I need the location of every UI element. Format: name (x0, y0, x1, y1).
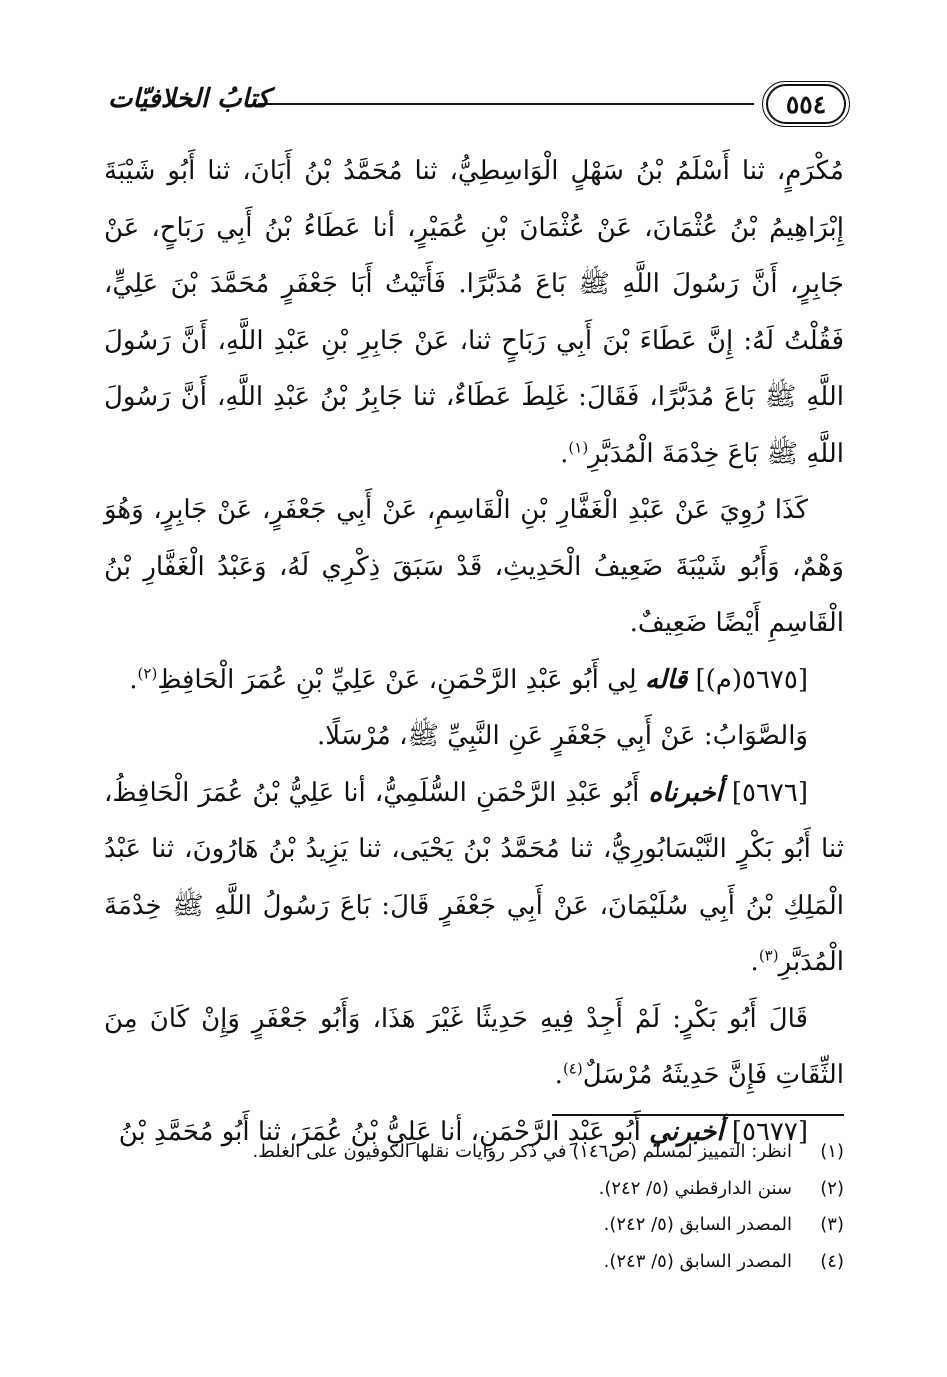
footnote-separator (552, 1114, 844, 1116)
footnote-marker: (١) (820, 1141, 844, 1162)
footnote-text: انظر: التمييز لمسلم (ص١٤٦) في ذكر روايات نقلها الكوفيون على الغلط. (252, 1141, 792, 1162)
narration-keyword: قاله (644, 664, 688, 695)
paragraph-abu-bakr (104, 991, 844, 1104)
paragraph-text: لِي أَبُو عَبْدِ الرَّحْمَنِ، عَنْ عَلِيِّ بْنِ عُمَرَ الْحَافِظِ (157, 664, 637, 695)
footnote-text: المصدر السابق (٥/ ٢٤٢). (603, 1214, 792, 1235)
hadith-number: [٥٦٧٧] (731, 1116, 808, 1147)
paragraph-text: أَبُو عَبْدِ الرَّحْمَنِ السُّلَمِيُّ، أنا عَلِيُّ بْنُ عُمَرَ الْحَافِظُ، ثنا أَبُو بَكْرٍ النَّيْسَابُورِيُّ، ثنا مُحَمَّدُ بْنُ يَحْيَى، ثنا يَزِيدُ بْنُ هَارُونَ، ثنا عَبْدُ الْمَلِكِ بْنُ أَبِي سُلَيْمَانَ، عَنْ أَبِي جَعْفَرٍ قَالَ: بَاعَ رَسُولُ اللَّهِ ﷺ خِدْمَةَ الْمُدَبَّرِ (104, 777, 844, 977)
paragraph-tail: . (750, 947, 759, 977)
footnote-item (104, 1244, 844, 1281)
paragraph-tail: . (560, 438, 569, 469)
footnotes (104, 1134, 844, 1280)
footnote-marker: (٢) (820, 1177, 844, 1199)
footnote-ref: (٤) (562, 1059, 583, 1078)
footnote-ref: (٣) (758, 946, 779, 965)
hadith-number: [٥٦٧٦] (731, 777, 808, 808)
paragraph-hadith-5676 (104, 765, 844, 991)
main-text (104, 143, 844, 1160)
paragraph-correction (104, 708, 844, 765)
hadith-number: [٥٦٧٥(م)] (695, 664, 808, 695)
footnote-item (104, 1171, 844, 1208)
paragraph-text: قَالَ أَبُو بَكْرٍ: لَمْ أَجِدْ فِيهِ حَدِيثًا غَيْرَ هَذَا، وَأَبُو جَعْفَرٍ وَإِنْ كَانَ مِنَ الثِّقَاتِ فَإِنَّ حَدِيثَهُ مُرْسَلٌ (104, 1003, 844, 1090)
book-title: كتابُ الخلافيّات (108, 84, 270, 114)
paragraph-continuation (104, 143, 844, 482)
narration-keyword: أخبرناه (648, 777, 723, 808)
paragraph-commentary (104, 482, 844, 652)
footnote-marker: (٣) (820, 1214, 844, 1235)
paragraph-tail: . (554, 1060, 563, 1090)
paragraph-tail: . (129, 664, 138, 695)
paragraph-hadith-5675m (104, 652, 844, 709)
page-header (108, 78, 846, 128)
paragraph-text: مُكْرَمٍ، ثنا أَسْلَمُ بْنُ سَهْلٍ الْوَاسِطِيُّ، ثنا مُحَمَّدُ بْنُ أَبَانَ، ثنا أَبُو شَيْبَةَ إِبْرَاهِيمُ بْنُ عُثْمَانَ، عَنْ عُثْمَانَ بْنِ عُمَيْرٍ، أنا عَطَاءُ بْنُ أَبِي رَبَاحٍ، عَنْ جَابِرٍ، أَنَّ رَسُولَ اللَّهِ ﷺ بَاعَ مُدَبَّرًا. فَأَتَيْتُ أَبَا جَعْفَرٍ مُحَمَّدَ بْنَ عَلِيٍّ، فَقُلْتُ لَهُ: إِنَّ عَطَاءَ بْنَ أَبِي رَبَاحٍ ثنا، عَنْ جَابِرِ بْنِ عَبْدِ اللَّهِ، أَنَّ رَسُولَ اللَّهِ ﷺ بَاعَ مُدَبَّرًا، فَقَالَ: غَلِطَ عَطَاءٌ، ثنا جَابِرُ بْنُ عَبْدِ اللَّهِ، أَنَّ رَسُولَ اللَّهِ ﷺ بَاعَ خِدْمَةَ الْمُدَبَّرِ (104, 156, 844, 469)
paragraph-text: كَذَا رُوِيَ عَنْ عَبْدِ الْغَفَّارِ بْنِ الْقَاسِمِ، عَنْ أَبِي جَعْفَرٍ، عَنْ جَابِرٍ، وَهُوَ وَهْمٌ، وَأَبُو شَيْبَةَ ضَعِيفُ الْحَدِيثِ، قَدْ سَبَقَ ذِكْرِي لَهُ، وَعَبْدُ الْغَفَّارِ بْنُ الْقَاسِمِ أَيْضًا ضَعِيفٌ. (104, 495, 844, 638)
page-number: ٥٥٤ (766, 84, 846, 124)
paragraph-text: أَبُو عَبْدِ الرَّحْمَنِ، أنا عَلِيُّ بْنُ عُمَرَ، ثنا أَبُو مُحَمَّدِ بْنُ (118, 1116, 641, 1147)
paragraph-text: وَالصَّوَابُ: عَنْ أَبِي جَعْفَرٍ عَنِ النَّبِيِّ ﷺ، مُرْسَلًا. (317, 721, 808, 751)
footnote-text: المصدر السابق (٥/ ٢٤٣). (603, 1250, 792, 1272)
footnote-ref: (٢) (137, 663, 158, 682)
narration-keyword: أخبرني (649, 1116, 724, 1147)
footnote-ref: (١) (568, 437, 589, 456)
footnote-text: سنن الدارقطني (٥/ ٢٤٢). (598, 1177, 792, 1199)
footnote-item (104, 1134, 844, 1171)
footnote-marker: (٤) (820, 1250, 844, 1272)
footnote-item (104, 1207, 844, 1244)
header-rule (258, 103, 754, 105)
